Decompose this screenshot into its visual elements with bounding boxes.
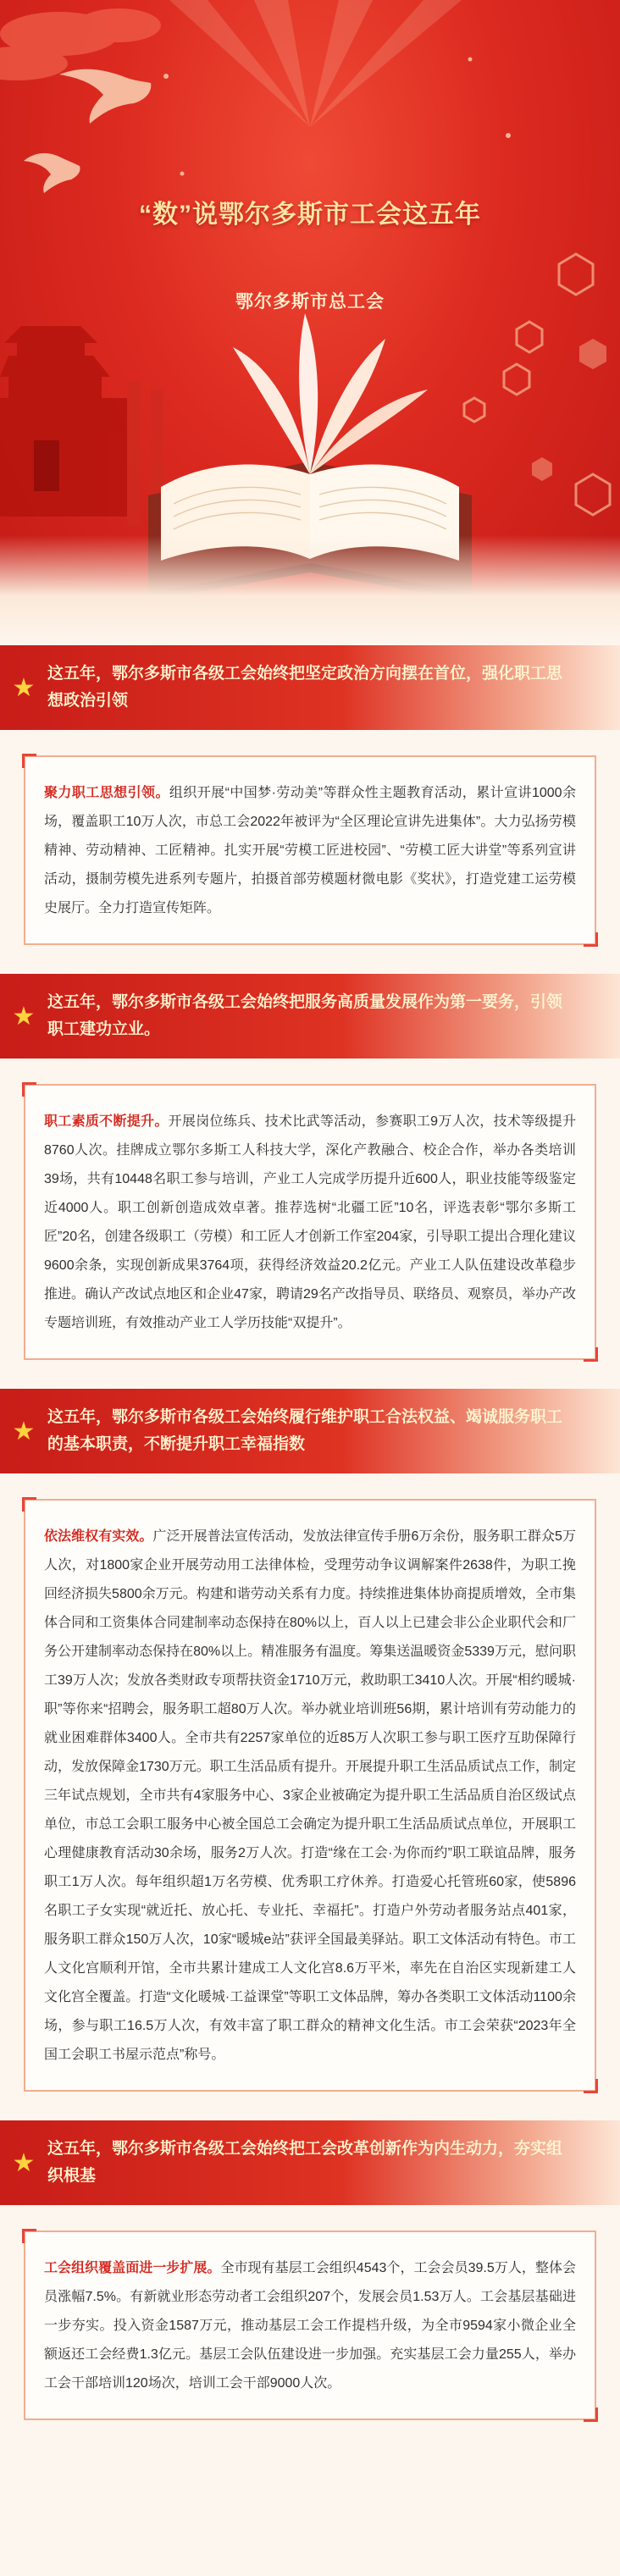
paragraph-lead: 工会组织覆盖面进一步扩展。: [44, 2261, 221, 2275]
section-banner: [0, 1389, 620, 1473]
gate-building-icon: [0, 326, 127, 517]
hero-banner: [0, 0, 620, 645]
section-heading: 这五年，鄂尔多斯市各级工会始终把坚定政治方向摆在首位，强化职工思想政治引领: [47, 665, 563, 710]
star-icon: ★: [12, 2148, 36, 2178]
hero-fade: [0, 535, 620, 645]
section-paragraph: [44, 1108, 576, 1338]
section-reform-innovation: [0, 2120, 620, 2420]
star-icon: ★: [12, 1001, 36, 1031]
hexagon-filled: [532, 339, 606, 481]
section-paragraph: [44, 1523, 576, 2070]
light-rays: [169, 0, 462, 127]
section-high-quality-development: [0, 974, 620, 1360]
star-icon: ★: [12, 672, 36, 703]
page-subtitle: 鄂尔多斯市总工会: [235, 292, 385, 312]
section-banner: [0, 2120, 620, 2205]
paragraph-body: 开展岗位练兵、技术比武等活动，参赛职工9万人次，技术等级提升8760人次。挂牌成立鄂尔多斯工人科技大学，深化产教融合、校企合作，举办各类培训39场，共有10448名职工参与培训，产业工人完成学历提升近600人，职业技能等级鉴定近4000人。职工创新创造成效卓著。推荐选树“北疆工匠”10名，评选表彰“鄂尔多斯工匠”20名，创建各级职工（劳模）和工匠人才创新工作室204家，引导职工提出合理化建议9600余条，实现创新成果3764项，获得经济效益20.2亿元。产业工人队伍建设改革稳步推进。确认产改试点地区和企业47家，聘请29名产改指导员、联络员、观察员，举办产改专题培训班，有效推动产业工人学历技能“双提升”。: [44, 1114, 576, 1330]
section-banner: [0, 974, 620, 1059]
page-title: “数”说鄂尔多斯市工会这五年: [139, 201, 481, 229]
star-icon: ★: [12, 1416, 36, 1446]
section-content: [24, 1499, 596, 2092]
page-bottom-spacer: [0, 2449, 620, 2454]
section-content: [24, 1084, 596, 1360]
paragraph-body: 全市现有基层工会组织4543个，工会会员39.5万人，整体会员涨幅7.5%。有新就业形态劳动者工会组织207个，发展会员1.53万人。工会基层基础进一步夯实。投入资金1587万元，推动基层工会工作提档升级，为全市9594家小微企业全额返还工会经费1.3亿元。基层工会队伍建设进一步加强。充实基层工会力量255人，举办工会干部培训120场次，培训工会干部9000人次。: [44, 2261, 576, 2391]
paragraph-lead: 职工素质不断提升。: [44, 1114, 169, 1129]
section-content: [24, 755, 596, 945]
dove-icon: [24, 69, 151, 193]
section-heading: 这五年，鄂尔多斯市各级工会始终履行维护职工合法权益、竭诚服务职工的基本职责，不断提升职工幸福指数: [47, 1408, 563, 1453]
paragraph-body: 组织开展“中国梦·劳动美”等群众性主题教育活动，累计宣讲1000余场，覆盖职工10万人次，市总工会2022年被评为“全区理论宣讲先进集体”。大力弘扬劳模精神、劳动精神、工匠精神。扎实开展“劳模工匠进校园”、“劳模工匠大讲堂”等系列宣讲活动，摄制劳模先进系列专题片，拍摄首部劳模题材微电影《奖状》，打造党建工运劳模史展厅。全力打造宣传矩阵。: [44, 786, 576, 915]
paragraph-lead: 依法维权有实效。: [44, 1529, 153, 1544]
section-content: [24, 2231, 596, 2420]
section-heading: 这五年，鄂尔多斯市各级工会始终把工会改革创新作为内生动力，夯实组织根基: [47, 2140, 563, 2185]
section-paragraph: [44, 779, 576, 923]
section-worker-rights: [0, 1389, 620, 2092]
section-banner: [0, 645, 620, 730]
paragraph-lead: 聚力职工思想引领。: [44, 786, 169, 800]
decor-dots: [163, 58, 511, 176]
paragraph-body: 广泛开展普法宣传活动，发放法律宣传手册6万余份，服务职工群众5万人次，对1800家企业开展劳动用工法律体检，受理劳动争议调解案件2638件，为职工挽回经济损失5800余万元。构建和谐劳动关系有力度。持续推进集体协商提质增效，全市集体合同和工资集体合同建制率动态保持在80%以上，百人以上已建会非公企业职代会和厂务公开建制率动态保持在80%以上。精准服务有温度。筹集送温暖资金5339万元，慰问职工39万人次；发放各类财政专项帮扶资金1710万元，救助职工3410人次。开展“相约暖城·职”等你来“招聘会，服务职工超80万人次。举办就业培训班56期，累计培训有劳动能力的就业困难群体3400人。全市共有2257家单位的近85万人次职工参与职工医疗互助保障行动，发放保障金1730万元。职工生活品质有提升。开展提升职工生活品质试点工作，制定三年试点规划，全市共有4家服务中心、3家企业被确定为提升职工生活品质自治区级试点单位，市总工会职工服务中心被全国总工会确定为提升职工生活品质试点单位，开展职工心理健康教育活动30余场，服务2万人次。打造“缘在工会·为你而约”职工联谊品牌，服务职工1万人次。每年组织超1万名劳模、优秀职工疗休养。打造爱心托管班60家，使5896名职工子女实现“就近托、放心托、专业托、幸福托”。打造户外劳动者服务站点401家，服务职工群众150万人次，10家“暖城e站”获评全国最美驿站。职工文体活动有特色。市工人文化宫顺利开馆，全市共累计建成工人文化宫8.6万平米，率先在自治区实现新建工人文化宫全覆盖。打造“文化暖城·工益课堂”等职工文体品牌，筹办各类职工文体活动1100余场，参与职工16.5万人次，有效丰富了职工群众的精神文化生活。市工会荣获“2023年全国工会职工书屋示范点”称号。: [44, 1529, 576, 2062]
section-paragraph: [44, 2254, 576, 2398]
section-heading: 这五年，鄂尔多斯市各级工会始终把服务高质量发展作为第一要务，引领职工建功立业。: [47, 993, 563, 1038]
section-political-guidance: [0, 645, 620, 945]
